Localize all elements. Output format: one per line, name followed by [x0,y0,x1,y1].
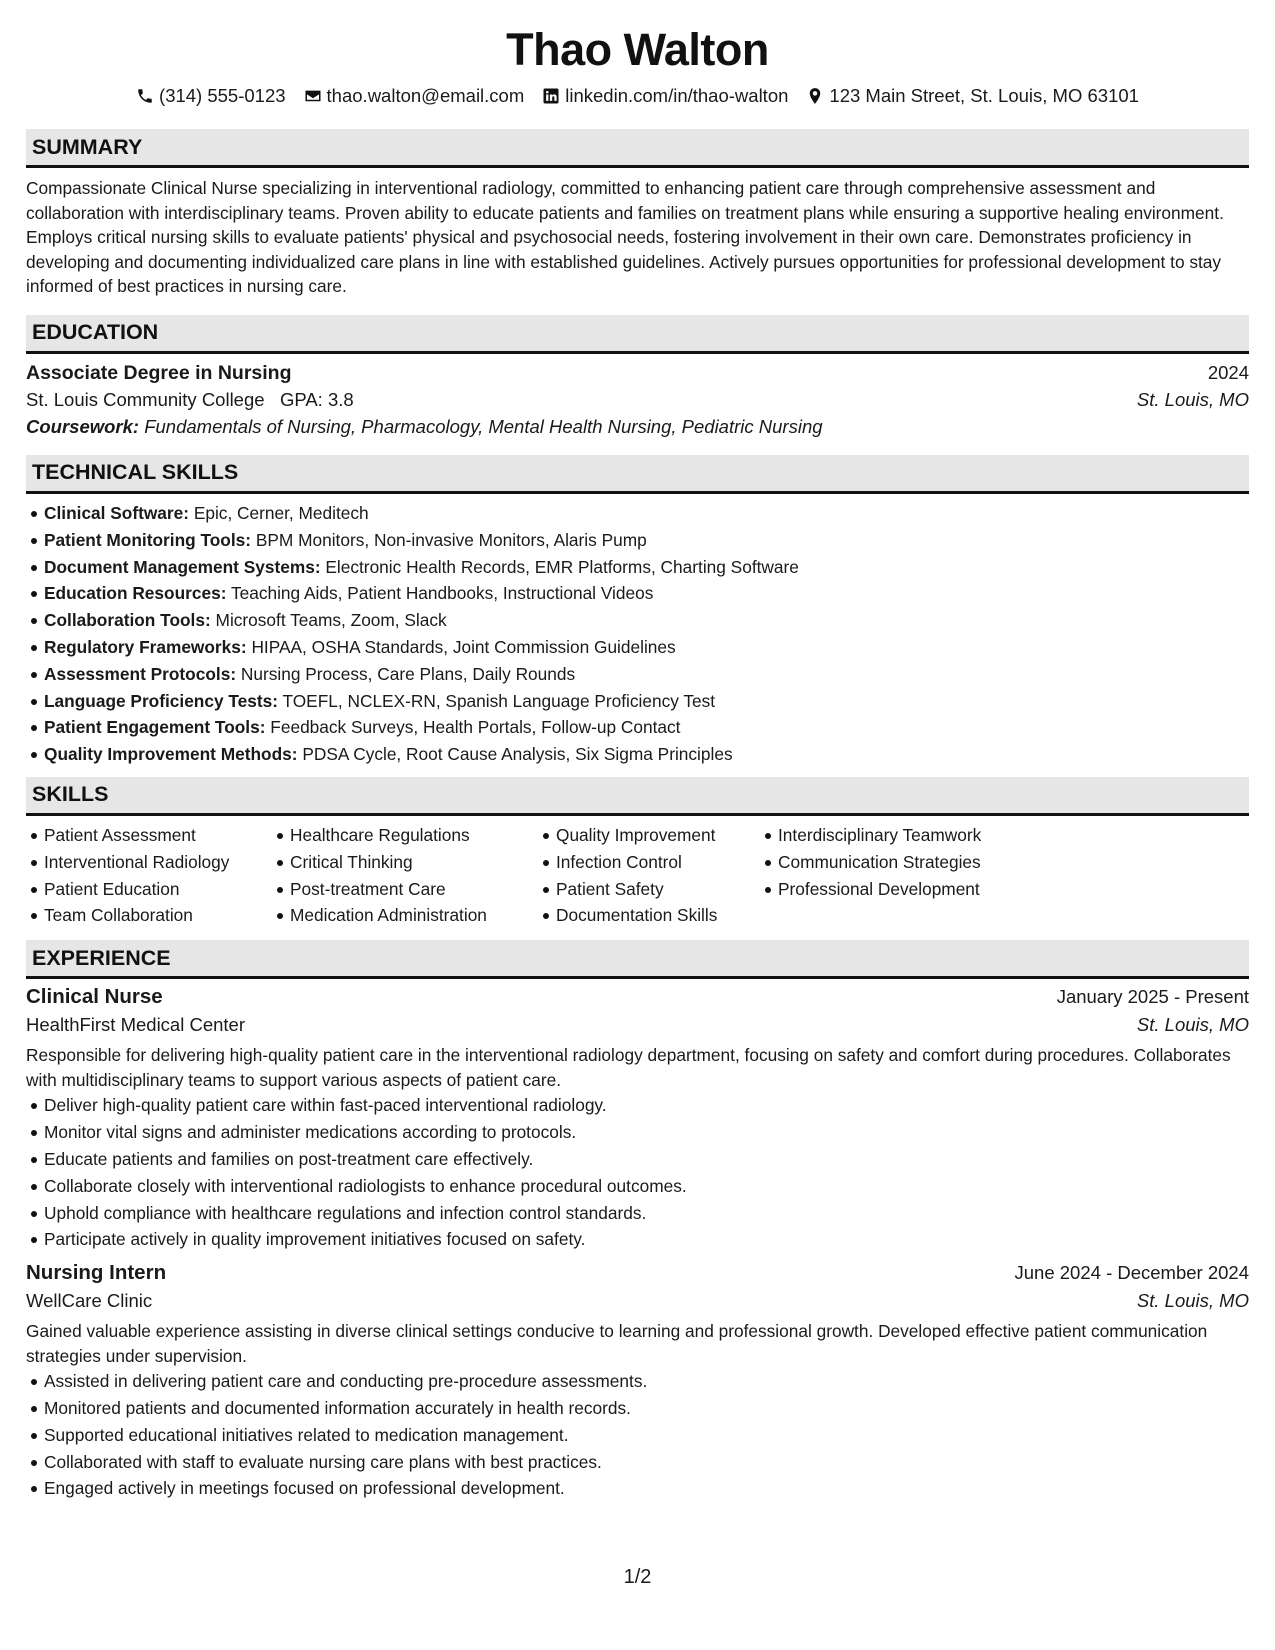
school-location: St. Louis, MO [1136,388,1249,410]
tech-skill-label: Clinical Software: [44,502,190,523]
list-item [26,527,1249,554]
degree-title: Associate Degree in Nursing [26,361,292,384]
summary-heading: SUMMARY [26,129,1249,168]
list-item [26,500,1249,527]
list-item: Medication Administration [272,902,538,929]
job-title: Nursing Intern [26,1261,167,1285]
list-item: Patient Education [26,876,272,903]
tech-skill-value: Nursing Process, Care Plans, Daily Rounds [240,663,576,684]
list-item: Professional Development [760,876,1020,903]
list-item: Monitor vital signs and administer medications according to protocols. [26,1119,1249,1146]
job-description: Responsible for delivering high-quality patient care in the interventional radiology department, focusing on safety and comfort during procedures. Collaborates with multidisciplinary teams to support various aspects of patient care. [26,1045,1231,1090]
phone-text: (314) 555-0123 [159,85,286,106]
job-dates: June 2024 - December 2024 [1014,1262,1249,1284]
list-item [26,741,1249,768]
job-title: Clinical Nurse [26,985,163,1009]
list-item: Uphold compliance with healthcare regulations and infection control standards. [26,1200,1249,1227]
address-text: 123 Main Street, St. Louis, MO 63101 [829,85,1139,106]
list-item: Educate patients and families on post-treatment care effectively. [26,1146,1249,1173]
technical-skills-section [26,455,1249,768]
coursework-label: Coursework: [26,415,140,437]
job-entry [26,1261,1249,1502]
technical-skills-list [26,500,1249,768]
job-location: St. Louis, MO [1136,1290,1249,1312]
page-number: 1/2 [623,1566,652,1588]
list-item: Infection Control [538,849,760,876]
list-item: Quality Improvement [538,822,760,849]
list-item: Deliver high-quality patient care within fast-paced interventional radiology. [26,1092,1249,1119]
job-bullets [26,1368,1249,1502]
contact-bar [26,84,1249,108]
coursework-line [26,416,1249,438]
job-employer: HealthFirst Medical Center [26,1014,245,1036]
job-location: St. Louis, MO [1136,1014,1249,1036]
job-entry [26,985,1249,1253]
job-title-row [26,985,1249,1009]
education-school-row [26,389,1249,411]
tech-skill-value: BPM Monitors, Non-invasive Monitors, Alaris Pump [255,529,647,550]
list-item: Engaged actively in meetings focused on professional development. [26,1475,1249,1502]
coursework-list: Fundamentals of Nursing, Pharmacology, Mental Health Nursing, Pediatric Nursing [144,415,823,437]
tech-skill-label: Document Management Systems: [44,556,321,577]
tech-skill-label: Patient Monitoring Tools: [44,529,252,550]
school-line [26,389,354,411]
skills-section [26,777,1249,929]
list-item: Team Collaboration [26,902,272,929]
contact-phone [136,84,286,108]
candidate-name: Thao Walton [506,24,769,75]
list-item: Patient Safety [538,876,760,903]
tech-skill-value: Electronic Health Records, EMR Platforms, Charting Software [325,556,799,577]
tech-skill-label: Language Proficiency Tests: [44,690,278,711]
skills-grid [26,822,1249,929]
linkedin-link[interactable]: linkedin.com/in/thao-walton [565,85,789,106]
list-item [26,554,1249,581]
school-name: St. Louis Community College [26,388,265,410]
tech-skill-value: Epic, Cerner, Meditech [193,502,369,523]
tech-skill-label: Patient Engagement Tools: [44,717,266,738]
tech-skill-label: Collaboration Tools: [44,610,211,631]
job-employer-row [26,1014,1249,1036]
map-pin-icon [806,87,824,105]
envelope-icon [304,87,322,105]
summary-text: Compassionate Clinical Nurse specializing in interventional radiology, committed to enhancing patient care through comprehensive assessment and collaboration with interdisciplinary teams. Proven ability to educate patients and families on treatment plans while ensuring a supportive healing environment. Employs critical nursing skills to evaluate patients' physical and psychosocial needs, fostering involvement in their own care. Demonstrates proficiency in developing and documenting individualized care plans in line with established guidelines. Actively pursues opportunities for professional development to stay informed of best practices in nursing care. [26,178,1224,297]
list-item [26,634,1249,661]
skills-column [760,822,1020,929]
list-item [26,714,1249,741]
technical-skills-heading: TECHNICAL SKILLS [26,455,1249,494]
list-item: Interventional Radiology [26,849,272,876]
graduation-year: 2024 [1207,361,1249,383]
skills-heading: SKILLS [26,777,1249,816]
tech-skill-label: Education Resources: [44,583,227,604]
job-employer-row [26,1290,1249,1312]
list-item: Critical Thinking [272,849,538,876]
tech-skill-label: Assessment Protocols: [44,663,237,684]
tech-skill-value: PDSA Cycle, Root Cause Analysis, Six Sigma Principles [302,744,733,765]
tech-skill-value: Feedback Surveys, Health Portals, Follow-up Contact [270,717,681,738]
job-employer: WellCare Clinic [26,1290,153,1312]
skills-column [272,822,538,929]
list-item: Collaborate closely with interventional radiologists to enhance procedural outcomes. [26,1173,1249,1200]
list-item [26,661,1249,688]
skills-column [26,822,272,929]
list-item [26,607,1249,634]
tech-skill-value: TOEFL, NCLEX-RN, Spanish Language Proficiency Test [282,690,716,711]
list-item: Post-treatment Care [272,876,538,903]
experience-section [26,940,1249,1502]
contact-address [806,84,1139,108]
list-item: Monitored patients and documented information accurately in health records. [26,1395,1249,1422]
experience-heading: EXPERIENCE [26,940,1249,979]
email-link[interactable]: thao.walton@email.com [326,85,525,106]
gpa: GPA: 3.8 [279,388,354,410]
list-item: Interdisciplinary Teamwork [760,822,1020,849]
list-item: Healthcare Regulations [272,822,538,849]
education-degree-row [26,362,1249,385]
list-item [26,580,1249,607]
tech-skill-label: Quality Improvement Methods: [44,744,298,765]
list-item: Collaborated with staff to evaluate nursing care plans with best practices. [26,1449,1249,1476]
tech-skill-value: Teaching Aids, Patient Handbooks, Instructional Videos [230,583,654,604]
list-item [26,688,1249,715]
list-item: Patient Assessment [26,822,272,849]
summary-section [26,129,1249,299]
job-bullets [26,1092,1249,1253]
linkedin-icon [542,87,560,105]
skills-column [538,822,760,929]
list-item: Assisted in delivering patient care and conducting pre-procedure assessments. [26,1368,1249,1395]
education-section [26,315,1249,438]
list-item: Supported educational initiatives related to medication management. [26,1422,1249,1449]
job-description: Gained valuable experience assisting in diverse clinical settings conducive to learning and professional growth. Developed effective patient communication strategies under supervision. [26,1321,1208,1366]
contact-email[interactable] [304,84,525,108]
contact-linkedin[interactable] [542,84,788,108]
tech-skill-value: HIPAA, OSHA Standards, Joint Commission Guidelines [251,636,676,657]
tech-skill-value: Microsoft Teams, Zoom, Slack [215,610,447,631]
tech-skill-label: Regulatory Frameworks: [44,636,247,657]
list-item: Communication Strategies [760,849,1020,876]
list-item: Participate actively in quality improvement initiatives focused on safety. [26,1226,1249,1253]
job-dates: January 2025 - Present [1056,986,1249,1008]
phone-icon [136,87,154,105]
list-item: Documentation Skills [538,902,760,929]
education-heading: EDUCATION [26,315,1249,354]
job-title-row [26,1261,1249,1285]
